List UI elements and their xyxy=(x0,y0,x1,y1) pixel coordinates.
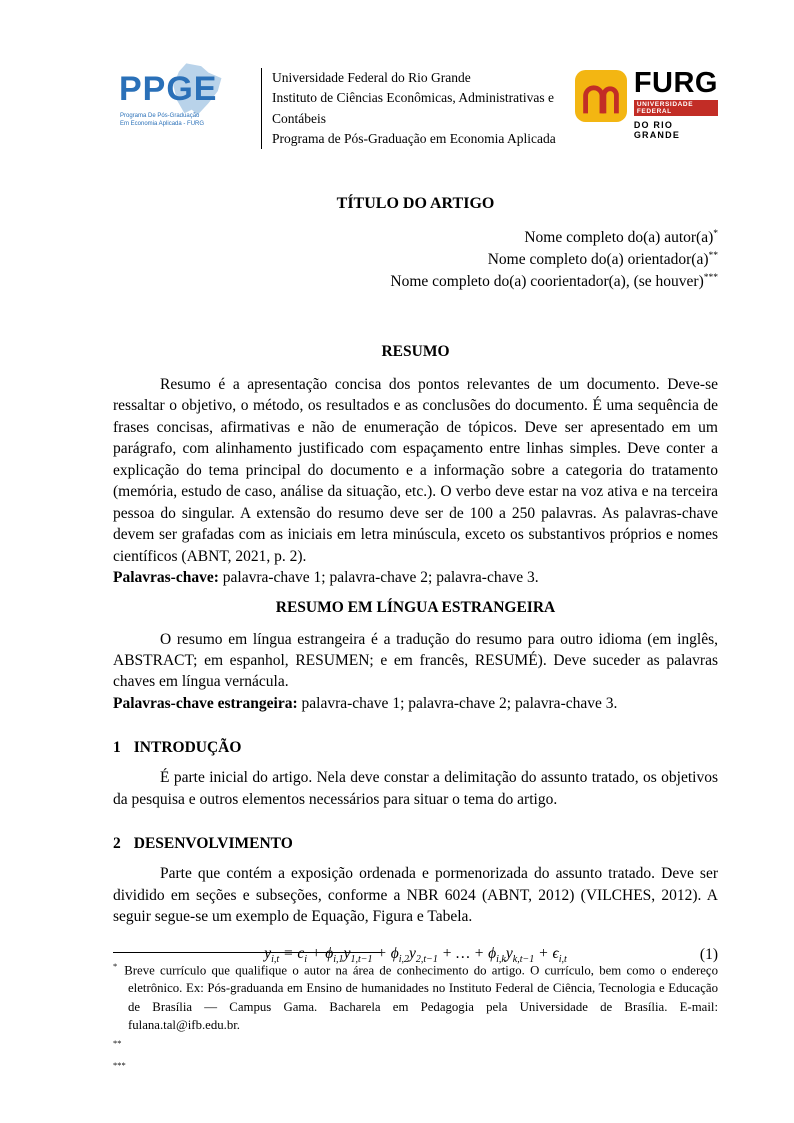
coadvisor-footnote-mark: *** xyxy=(703,272,718,283)
footnote-area xyxy=(113,952,718,1079)
author-footnote-mark: * xyxy=(713,228,718,239)
footnote-mark: * xyxy=(113,961,118,971)
ppge-caption-line: Em Economia Aplicada - FURG xyxy=(120,121,205,128)
ppge-logo-text: PPGE xyxy=(119,70,218,108)
furg-logo-subtitle-2: DO RIO GRANDE xyxy=(633,120,681,141)
resumo-heading: RESUMO xyxy=(381,343,450,360)
ppge-logo-caption xyxy=(120,112,204,128)
footnote-coadvisor xyxy=(113,1059,718,1078)
equation-number: (1) xyxy=(699,945,718,963)
furg-logo xyxy=(575,67,718,141)
author-line xyxy=(113,227,718,249)
foreign-abstract-paragraph: O resumo em língua estrangeira é a tradução do resumo para outro idioma (em inglês, ABSTRACT; em espanhol, RESUMEN; e em francês, RESUMÉ). Deve suceder as palavras chaves em língua vernácula. xyxy=(113,630,718,691)
footnote-author xyxy=(113,960,718,1034)
foreign-keywords-label: Palavras-chave estrangeira: xyxy=(113,694,298,712)
article-title: TÍTULO DO ARTIGO xyxy=(336,195,495,212)
advisor-name: Nome completo do(a) orientador(a) xyxy=(487,251,709,268)
equation-formula: $y_{i,t} = c_i + \phi_{i,1}y_{1,t-1} + \phi_{i,2}y_{2,t-1}$ + … + $\phi_{i,k}y_{k,t-1} + \epsilon_{i,t}$ xyxy=(264,944,567,965)
section-heading-introducao xyxy=(113,739,718,757)
resumo-paragraph: Resumo é a apresentação concisa dos pontos relevantes de um documento. Deve-se ressaltar o objetivo, o método, os resultados e as conclusões do documento. É uma sequência de frases concisas, afirmativas e não de enumeração de tópicos. Deve ser apresentado em um parágrafo, com alinhamento justificado com espaçamento entre linhas simples. Deve conter a explicação do tema principal do documento e a informação sobre a categoria do tratamento (memória, estudo de caso, análise da situação, etc.). O verbo deve estar na voz ativa e na terceira pessoa do singular. A extensão do resumo deve ser de 100 a 250 palavras. As palavras-chave devem ser grafadas com as iniciais em letra minúscula, exceto os substantivos próprios e nomes científicos (ABNT, 2021, p. 2). xyxy=(113,376,718,565)
author-block xyxy=(113,227,718,293)
institute-name: Instituto de Ciências Econômicas, Administrativas e Contábeis xyxy=(272,90,554,126)
footnote-advisor xyxy=(113,1037,718,1056)
section-number: 2 xyxy=(113,835,121,853)
footnote-mark: ** xyxy=(113,1037,122,1048)
foreign-abstract-heading: RESUMO EM LÍNGUA ESTRANGEIRA xyxy=(275,598,556,616)
foreign-keywords-value: palavra-chave 1; palavra-chave 2; palavra-chave 3. xyxy=(301,694,618,712)
author-name: Nome completo do(a) autor(a) xyxy=(524,229,714,246)
furg-logo-name: FURG xyxy=(633,67,718,99)
footnote-text: Breve currículo que qualifique o autor na área de conhecimento do artigo. O currículo, bem como o endereço eletrônico. Ex: Pós-graduanda em Ensino de humanidades no Instituto Federal de Ciência, Tecnologia e Educação de Brasília — Campus Gama. Bacharela em Pedagogia pela Universidade de Brasília. E-mail: fulana.tal@ifb.edu.br. xyxy=(124,963,718,1032)
footnote-rule xyxy=(113,952,381,953)
section-number: 1 xyxy=(113,739,121,757)
advisor-line xyxy=(113,249,718,271)
furg-logo-subtitle-1: UNIVERSIDADE FEDERAL xyxy=(634,100,718,117)
section-title: INTRODUÇÃO xyxy=(133,739,242,757)
institution-name: Universidade Federal do Rio Grande xyxy=(272,70,471,85)
keywords-label: Palavras-chave: xyxy=(113,569,219,587)
section-title: DESENVOLVIMENTO xyxy=(133,835,293,853)
institution-block xyxy=(261,68,575,149)
coadvisor-line xyxy=(113,271,718,293)
desenvolvimento-paragraph: Parte que contém a exposição ordenada e pormenorizada do assunto tratado. Deve ser dividido em seções e subseções, conforme a NBR 6024 (ABNT, 2012) (VILCHES, 2012). A seguir segue-se um exemplo de Equação, Figura e Tabela. xyxy=(113,865,718,926)
program-name: Programa de Pós-Graduação em Economia Aplicada xyxy=(272,130,556,146)
ppge-caption-line: Programa De Pós-Graduação xyxy=(120,113,200,119)
footnote-mark: *** xyxy=(113,1060,126,1071)
section-heading-desenvolvimento xyxy=(113,835,718,853)
introducao-paragraph: É parte inicial do artigo. Nela deve constar a delimitação do assunto tratado, os objetivos da pesquisa e outros elementos necessários para situar o tema do artigo. xyxy=(113,769,718,808)
foreign-keywords-line xyxy=(113,693,718,714)
furg-logo-text-block xyxy=(633,67,718,141)
document-header xyxy=(113,60,718,149)
coadvisor-name: Nome completo do(a) coorientador(a), (se houver) xyxy=(390,273,704,290)
keywords-line xyxy=(113,567,718,588)
furg-shield-icon xyxy=(575,70,627,122)
advisor-footnote-mark: ** xyxy=(708,250,718,261)
keywords-value: palavra-chave 1; palavra-chave 2; palavra-chave 3. xyxy=(222,569,539,587)
ppge-logo xyxy=(119,60,231,140)
